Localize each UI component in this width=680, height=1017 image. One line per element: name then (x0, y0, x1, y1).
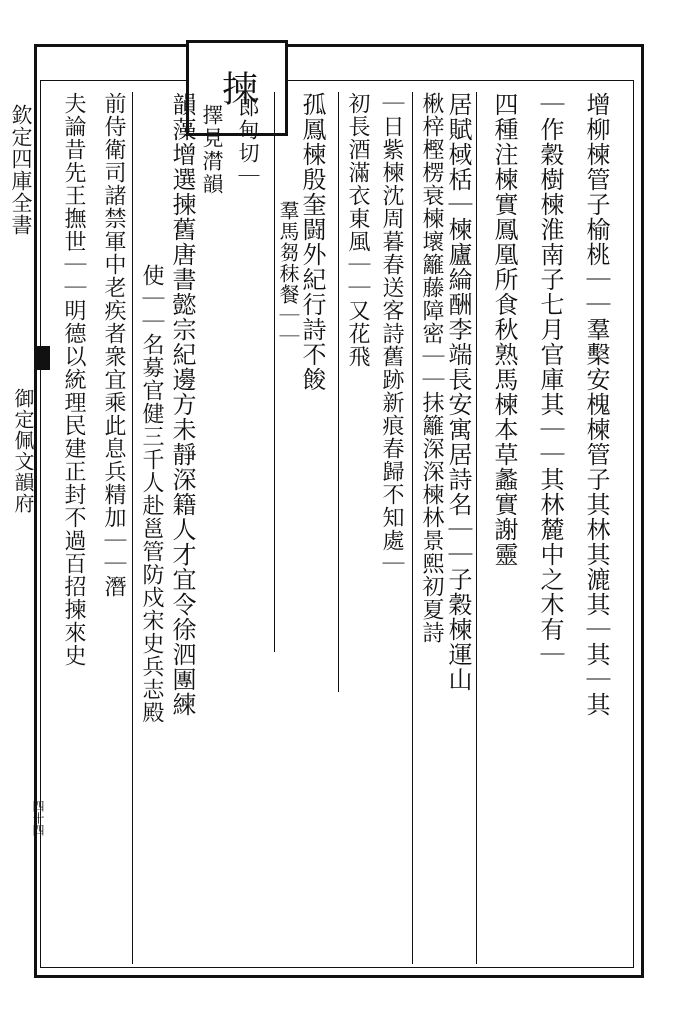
column-rule (338, 92, 339, 692)
text-column-13: 夫論昔先王撫世｜｜明德以統理民建正封不過百招揀來史 (61, 92, 86, 667)
column-rule (274, 92, 275, 652)
book-title: 御定佩文韻府 (11, 388, 35, 514)
text-column-6: ｜日紫楝沈周暮春送客詩舊跡新痕春歸不知處｜ (379, 92, 404, 575)
text-column-5: 楸梓樫楞衰楝壞籬藤障密｜｜抹籬深深楝林景熙初夏詩 (419, 92, 444, 644)
series-title: 欽定四庫全書 (9, 104, 33, 236)
text-column-12: 前侍衛司諸禁軍中老疾者衆宜乘此息兵精加｜｜潛 (101, 92, 126, 598)
column-rule (476, 92, 477, 964)
pronunciation: 郎甸切 (236, 96, 260, 165)
text-column-9: 羣馬芻秣餐｜｜ (276, 200, 300, 347)
text-column-8: 孤鳳楝殷奎闘外紀行詩不餕 (298, 92, 326, 392)
text-column-1: 增柳楝管子榆桃｜｜羣檕安槐楝管子其林其漉其｜其｜其 (582, 92, 610, 717)
cross-reference-note: 擇見潸韻 (200, 104, 224, 196)
page-number: 四十四 (31, 800, 45, 836)
column-rule (412, 92, 413, 964)
text-column-7: 初長酒滿衣東風｜｜又花飛 (345, 92, 370, 368)
headword: 揀 (216, 70, 258, 106)
text-column-10: 韻藻增選揀舊唐書懿宗紀邊方未靜深籍人才宜令徐泗團練 (168, 92, 196, 717)
text-column-11: 使｜｜名募官健三千人赴邕管防戍宋史兵志殿 (139, 264, 164, 724)
column-rule (132, 92, 133, 964)
pronunciation-column (236, 96, 260, 216)
text-column-3: 四種注楝實鳳凰所食秋熟馬楝本草蠡實謝靈 (490, 92, 518, 567)
text-column-2: ｜作穀樹楝淮南子七月官庫其｜｜其林麓中之木有｜ (536, 92, 564, 667)
pronunciation-mark: ｜ (236, 165, 260, 188)
gutter-fishtail (36, 346, 50, 370)
text-column-4: 居賦棫栝｜楝廬綸酬李端長安寓居詩名｜｜子穀楝運山 (444, 92, 472, 692)
